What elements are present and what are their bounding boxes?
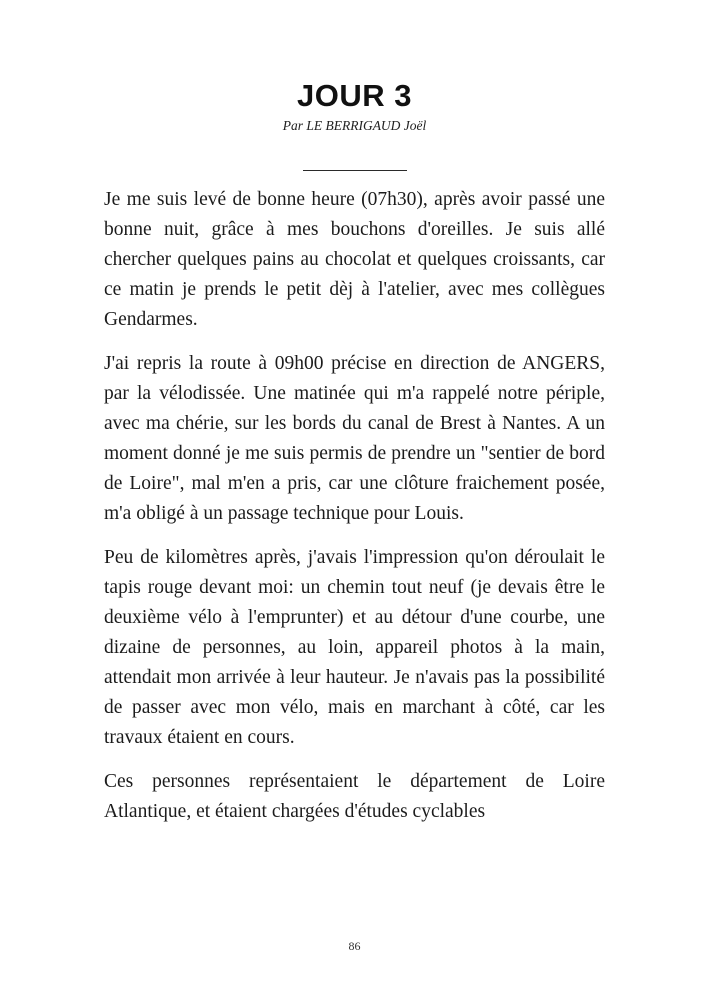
page-number: 86 <box>348 939 361 953</box>
document-body <box>104 185 605 827</box>
paragraph-1: Je me suis levé de bonne heure (07h30), après avoir passé une bonne nuit, grâce à mes bouchons d'oreilles. Je suis allé chercher quelques pains au chocolat et quelques croissants, car ce matin je prends le petit dèj à l'atelier, avec mes collègues Gendarmes. <box>104 189 605 330</box>
divider-line <box>303 170 407 171</box>
paragraph-3: Peu de kilomètres après, j'avais l'impression qu'on déroulait le tapis rouge devant moi: un chemin tout neuf (je devais être le deuxième vélo à l'emprunter) et au détour d'une courbe, une dizaine de personnes, au loin, appareil photos à la main, attendait mon arrivée à leur hauteur. Je n'avais pas la possibilité de passer avec mon vélo, mais en marchant à côté, car les travaux étaient en cours. <box>104 547 605 748</box>
paragraph-2: J'ai repris la route à 09h00 précise en direction de ANGERS, par la vélodissée. Une matinée qui m'a rappelé notre périple, avec ma chérie, sur les bords du canal de Brest à Nantes. A un moment donné je me suis permis de prendre un "sentier de bord de Loire", mal m'en a pris, car une clôture fraichement posée, m'a obligé à un passage technique pour Louis. <box>104 353 605 524</box>
page-title: JOUR 3 <box>297 78 412 113</box>
byline: Par LE BERRIGAUD Joël <box>282 118 427 133</box>
paragraph-4: Ces personnes représentaient le département de Loire Atlantique, et étaient chargées d'études cyclables <box>104 771 605 822</box>
